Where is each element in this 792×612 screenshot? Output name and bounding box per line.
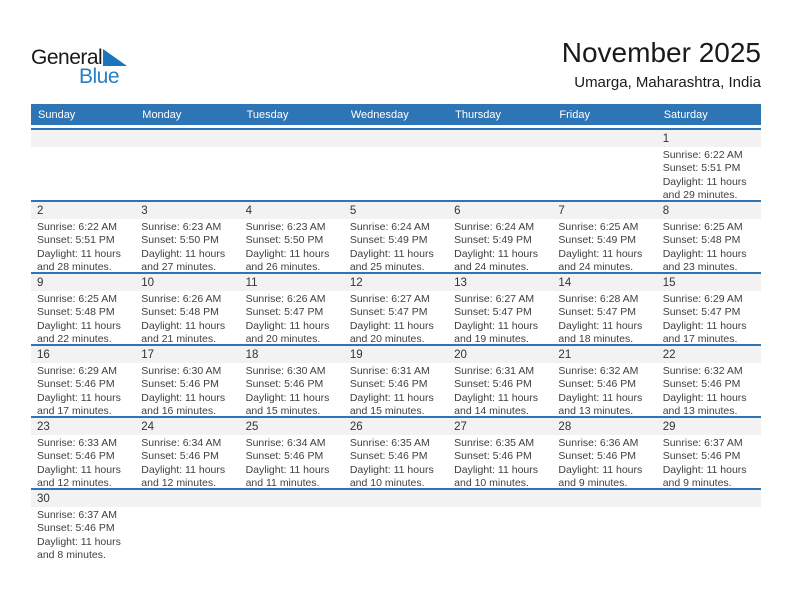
page-subtitle: Umarga, Maharashtra, India — [574, 74, 761, 92]
day-number: 29 — [662, 420, 676, 433]
day-info-daylight-line1: Daylight: 11 hours — [245, 463, 330, 476]
day-info-daylight-line1: Daylight: 11 hours — [454, 391, 538, 404]
empty-day-cell — [240, 130, 344, 200]
day-info — [31, 363, 135, 416]
day-info-daylight-line2: and 8 minutes. — [37, 549, 106, 560]
weekday-thursday: Thursday — [455, 108, 501, 121]
day-number-band — [552, 418, 656, 435]
day-info-daylight-line2: and 27 minutes. — [141, 261, 216, 272]
day-number: 16 — [37, 348, 50, 361]
day-info-daylight-line2: and 24 minutes. — [454, 261, 529, 272]
day-number-band — [344, 418, 448, 435]
day-number: 26 — [349, 420, 363, 433]
day-cell — [31, 418, 135, 488]
day-number: 27 — [454, 420, 467, 433]
day-number-band — [240, 274, 344, 291]
day-info — [31, 219, 135, 272]
day-info-sunrise: Sunrise: 6:32 AM — [558, 365, 639, 377]
day-info-sunset: Sunset: 5:51 PM — [37, 234, 115, 247]
day-number: 1 — [662, 132, 670, 145]
day-number-band — [31, 130, 135, 147]
day-info-daylight-line1: Daylight: 11 hours — [558, 319, 643, 332]
empty-day-cell — [448, 490, 552, 560]
day-info-daylight-line2: and 10 minutes. — [349, 477, 425, 488]
weekday-monday: Monday — [142, 108, 182, 121]
day-number-band — [448, 274, 552, 291]
day-info-sunrise: Sunrise: 6:35 AM — [454, 437, 535, 449]
day-cell — [448, 418, 552, 488]
day-number-band — [31, 346, 135, 363]
day-info — [240, 435, 344, 488]
day-info-sunset: Sunset: 5:46 PM — [349, 450, 428, 463]
day-info-sunrise: Sunrise: 6:22 AM — [662, 149, 743, 161]
day-info-sunrise: Sunrise: 6:36 AM — [558, 437, 639, 449]
empty-day-cell — [344, 490, 448, 560]
day-number-band — [448, 130, 552, 147]
day-info — [344, 291, 448, 344]
day-number: 15 — [662, 276, 676, 289]
day-number: 11 — [245, 276, 258, 289]
day-info-daylight-line2: and 10 minutes. — [454, 477, 529, 488]
day-cell — [552, 274, 656, 344]
day-number-band — [344, 130, 448, 147]
day-info-sunset: Sunset: 5:49 PM — [454, 234, 532, 247]
day-info-daylight-line1: Daylight: 11 hours — [37, 391, 121, 404]
day-info-sunset: Sunset: 5:48 PM — [662, 234, 741, 247]
day-info-daylight-line1: Daylight: 11 hours — [141, 319, 226, 332]
day-info-sunset: Sunset: 5:47 PM — [245, 306, 324, 319]
day-info-daylight-line2: and 20 minutes. — [349, 333, 425, 344]
day-info — [657, 219, 761, 272]
day-info-daylight-line1: Daylight: 11 hours — [662, 463, 747, 476]
day-info-daylight-line1: Daylight: 11 hours — [245, 391, 330, 404]
day-info-daylight-line2: and 17 minutes. — [37, 405, 112, 416]
day-info-daylight-line2: and 28 minutes. — [37, 261, 112, 272]
day-info-daylight-line1: Daylight: 11 hours — [454, 463, 538, 476]
empty-day-cell — [344, 130, 448, 200]
day-number: 21 — [558, 348, 572, 361]
day-cell — [135, 418, 239, 488]
day-info-daylight-line2: and 18 minutes. — [558, 333, 634, 344]
day-info-daylight-line2: and 9 minutes. — [662, 477, 732, 488]
day-cell — [552, 346, 656, 416]
calendar-grid — [31, 128, 761, 560]
day-cell — [135, 202, 239, 272]
day-info-sunrise: Sunrise: 6:23 AM — [141, 221, 222, 233]
day-number: 17 — [141, 348, 155, 361]
day-number: 2 — [37, 204, 44, 217]
day-cell — [240, 418, 344, 488]
day-number: 23 — [37, 420, 50, 433]
day-info-sunset: Sunset: 5:46 PM — [558, 378, 637, 391]
day-info-daylight-line2: and 15 minutes. — [349, 405, 425, 416]
day-info-sunrise: Sunrise: 6:27 AM — [454, 293, 535, 305]
day-info — [552, 219, 656, 272]
day-number-band — [657, 418, 761, 435]
day-cell — [657, 418, 761, 488]
day-number-band — [240, 490, 344, 507]
day-number-band — [240, 130, 344, 147]
day-number: 19 — [349, 348, 363, 361]
day-info — [657, 291, 761, 344]
day-info-daylight-line1: Daylight: 11 hours — [141, 463, 226, 476]
empty-day-cell — [657, 490, 761, 560]
weekday-sunday: Sunday — [38, 108, 76, 121]
day-number-band — [448, 490, 552, 507]
day-number-band — [240, 418, 344, 435]
day-info-sunrise: Sunrise: 6:29 AM — [37, 365, 117, 377]
day-info-daylight-line2: and 15 minutes. — [245, 405, 321, 416]
day-info-sunrise: Sunrise: 6:31 AM — [454, 365, 535, 377]
day-cell — [344, 346, 448, 416]
day-info-sunset: Sunset: 5:46 PM — [349, 378, 428, 391]
day-info-daylight-line2: and 23 minutes. — [662, 261, 738, 272]
day-number: 14 — [558, 276, 572, 289]
day-cell — [552, 418, 656, 488]
day-info-daylight-line2: and 29 minutes. — [662, 189, 738, 200]
day-number: 7 — [558, 204, 565, 217]
empty-day-cell — [448, 130, 552, 200]
weekday-header-row — [31, 104, 761, 125]
day-number-band — [657, 202, 761, 219]
day-info-sunrise: Sunrise: 6:35 AM — [349, 437, 430, 449]
day-info-daylight-line2: and 26 minutes. — [245, 261, 321, 272]
day-info-daylight-line1: Daylight: 11 hours — [245, 319, 330, 332]
day-info-daylight-line2: and 20 minutes. — [245, 333, 321, 344]
day-info-sunrise: Sunrise: 6:25 AM — [37, 293, 117, 305]
day-number: 20 — [454, 348, 467, 361]
day-info-daylight-line2: and 11 minutes. — [245, 477, 320, 488]
page-title: November 2025 — [561, 37, 761, 68]
calendar-week-row — [31, 488, 761, 560]
day-info-daylight-line1: Daylight: 11 hours — [558, 463, 643, 476]
calendar-week-row — [31, 344, 761, 416]
day-number: 8 — [662, 204, 670, 217]
logo-text-blue: Blue — [79, 65, 120, 88]
day-number-band — [552, 202, 656, 219]
day-cell — [31, 346, 135, 416]
day-number-band — [448, 202, 552, 219]
day-info-daylight-line1: Daylight: 11 hours — [454, 247, 538, 260]
day-info-sunrise: Sunrise: 6:34 AM — [245, 437, 326, 449]
day-info — [552, 435, 656, 488]
day-cell — [448, 274, 552, 344]
day-number: 30 — [37, 492, 50, 505]
day-number-band — [135, 202, 239, 219]
day-info-daylight-line1: Daylight: 11 hours — [349, 463, 434, 476]
empty-day-cell — [552, 130, 656, 200]
day-info-sunset: Sunset: 5:48 PM — [141, 306, 219, 319]
day-info-sunset: Sunset: 5:47 PM — [454, 306, 532, 319]
empty-day-cell — [31, 130, 135, 200]
day-cell — [657, 130, 761, 200]
day-info-sunrise: Sunrise: 6:34 AM — [141, 437, 222, 449]
day-info-daylight-line1: Daylight: 11 hours — [37, 535, 121, 548]
calendar-week-row — [31, 416, 761, 488]
day-number: 3 — [141, 204, 148, 217]
general-blue-logo — [31, 47, 127, 87]
day-info-daylight-line1: Daylight: 11 hours — [662, 247, 747, 260]
weekday-wednesday: Wednesday — [350, 108, 409, 121]
day-info-sunrise: Sunrise: 6:32 AM — [662, 365, 743, 377]
day-number: 24 — [141, 420, 155, 433]
day-info-daylight-line2: and 21 minutes. — [141, 333, 216, 344]
page-header — [31, 38, 761, 100]
day-info-daylight-line2: and 12 minutes. — [37, 477, 112, 488]
day-info-daylight-line1: Daylight: 11 hours — [558, 247, 643, 260]
day-cell — [240, 346, 344, 416]
day-info-sunrise: Sunrise: 6:26 AM — [141, 293, 222, 305]
day-number: 18 — [245, 348, 259, 361]
day-info — [657, 435, 761, 488]
day-info-daylight-line2: and 25 minutes. — [349, 261, 425, 272]
day-info-sunset: Sunset: 5:48 PM — [37, 306, 115, 319]
day-info — [657, 363, 761, 416]
day-info — [448, 363, 552, 416]
day-info-sunset: Sunset: 5:46 PM — [245, 378, 324, 391]
day-number-band — [31, 274, 135, 291]
day-info-daylight-line1: Daylight: 11 hours — [662, 319, 747, 332]
day-info — [135, 219, 239, 272]
day-info-sunrise: Sunrise: 6:25 AM — [662, 221, 743, 233]
day-cell — [448, 202, 552, 272]
empty-day-cell — [240, 490, 344, 560]
calendar-week-row — [31, 200, 761, 272]
day-info-sunset: Sunset: 5:46 PM — [245, 450, 324, 463]
day-cell — [240, 202, 344, 272]
day-info-daylight-line2: and 13 minutes. — [558, 405, 634, 416]
day-info-sunrise: Sunrise: 6:33 AM — [37, 437, 117, 449]
day-number-band — [240, 202, 344, 219]
day-info-sunrise: Sunrise: 6:22 AM — [37, 221, 117, 233]
day-number-band — [552, 346, 656, 363]
day-cell — [31, 202, 135, 272]
day-info-sunset: Sunset: 5:51 PM — [662, 162, 741, 175]
day-info — [344, 219, 448, 272]
day-info-daylight-line1: Daylight: 11 hours — [349, 247, 434, 260]
day-number-band — [657, 490, 761, 507]
day-info-sunset: Sunset: 5:46 PM — [141, 378, 219, 391]
day-info-sunrise: Sunrise: 6:23 AM — [245, 221, 326, 233]
day-info-daylight-line2: and 19 minutes. — [454, 333, 529, 344]
day-number-band — [31, 418, 135, 435]
day-number-band — [552, 274, 656, 291]
day-info-sunset: Sunset: 5:46 PM — [141, 450, 219, 463]
day-info-sunset: Sunset: 5:49 PM — [558, 234, 637, 247]
day-info-sunset: Sunset: 5:46 PM — [37, 450, 115, 463]
day-info-daylight-line1: Daylight: 11 hours — [37, 247, 121, 260]
day-info-daylight-line1: Daylight: 11 hours — [37, 319, 121, 332]
day-number: 22 — [662, 348, 676, 361]
day-info-daylight-line1: Daylight: 11 hours — [349, 319, 434, 332]
day-info — [135, 363, 239, 416]
day-info — [31, 435, 135, 488]
day-info-sunset: Sunset: 5:46 PM — [454, 450, 532, 463]
day-info-daylight-line2: and 14 minutes. — [454, 405, 529, 416]
title-block — [562, 38, 761, 91]
day-cell — [344, 274, 448, 344]
day-number-band — [552, 130, 656, 147]
day-number-band — [344, 202, 448, 219]
day-info-daylight-line1: Daylight: 11 hours — [245, 247, 330, 260]
day-number: 13 — [454, 276, 467, 289]
day-number: 10 — [141, 276, 155, 289]
day-number: 12 — [349, 276, 363, 289]
day-info-daylight-line2: and 22 minutes. — [37, 333, 112, 344]
day-info-sunset: Sunset: 5:47 PM — [662, 306, 741, 319]
day-number-band — [135, 130, 239, 147]
day-number-band — [552, 490, 656, 507]
day-info-sunrise: Sunrise: 6:27 AM — [349, 293, 430, 305]
day-info-sunrise: Sunrise: 6:37 AM — [37, 509, 117, 521]
day-number: 28 — [558, 420, 572, 433]
day-info-sunrise: Sunrise: 6:37 AM — [662, 437, 743, 449]
day-info — [240, 291, 344, 344]
day-cell — [344, 202, 448, 272]
day-cell — [135, 346, 239, 416]
day-cell — [552, 202, 656, 272]
day-cell — [657, 202, 761, 272]
day-info-sunset: Sunset: 5:47 PM — [349, 306, 428, 319]
calendar-week-row — [31, 128, 761, 200]
day-info-daylight-line1: Daylight: 11 hours — [141, 391, 226, 404]
day-info-daylight-line2: and 9 minutes. — [558, 477, 628, 488]
empty-day-cell — [552, 490, 656, 560]
weekday-friday: Friday — [559, 108, 590, 121]
day-info-sunset: Sunset: 5:46 PM — [454, 378, 532, 391]
day-cell — [448, 346, 552, 416]
day-number-band — [31, 490, 135, 507]
day-info-daylight-line1: Daylight: 11 hours — [37, 463, 121, 476]
day-info — [344, 435, 448, 488]
day-info — [31, 507, 135, 560]
day-info-daylight-line1: Daylight: 11 hours — [662, 391, 747, 404]
day-number: 25 — [245, 420, 259, 433]
day-info-sunset: Sunset: 5:46 PM — [37, 522, 115, 535]
day-info — [135, 435, 239, 488]
day-number: 5 — [349, 204, 357, 217]
day-number-band — [657, 274, 761, 291]
empty-day-cell — [135, 490, 239, 560]
day-number-band — [135, 346, 239, 363]
day-number: 6 — [454, 204, 461, 217]
day-info-daylight-line2: and 12 minutes. — [141, 477, 216, 488]
day-number-band — [448, 346, 552, 363]
day-info-sunset: Sunset: 5:46 PM — [37, 378, 115, 391]
day-info-sunset: Sunset: 5:47 PM — [558, 306, 637, 319]
day-cell — [344, 418, 448, 488]
day-cell — [31, 274, 135, 344]
day-info-sunset: Sunset: 5:50 PM — [141, 234, 219, 247]
day-cell — [31, 490, 135, 560]
weekday-saturday: Saturday — [663, 108, 708, 121]
day-info — [448, 291, 552, 344]
day-number: 4 — [245, 204, 252, 217]
day-cell — [240, 274, 344, 344]
logo-text-general: General — [31, 46, 103, 69]
day-info-sunrise: Sunrise: 6:30 AM — [141, 365, 222, 377]
day-info-sunset: Sunset: 5:50 PM — [245, 234, 324, 247]
day-info-sunset: Sunset: 5:46 PM — [558, 450, 637, 463]
day-number: 9 — [37, 276, 44, 289]
day-info — [240, 363, 344, 416]
day-number-band — [135, 490, 239, 507]
day-info — [448, 219, 552, 272]
day-info-daylight-line2: and 24 minutes. — [558, 261, 634, 272]
day-number-band — [657, 130, 761, 147]
day-info-sunrise: Sunrise: 6:31 AM — [349, 365, 430, 377]
day-number-band — [240, 346, 344, 363]
day-info-sunset: Sunset: 5:46 PM — [662, 378, 741, 391]
day-info — [344, 363, 448, 416]
day-info-sunrise: Sunrise: 6:30 AM — [245, 365, 326, 377]
day-number-band — [135, 274, 239, 291]
day-info — [31, 291, 135, 344]
weekday-tuesday: Tuesday — [246, 108, 289, 121]
day-info-daylight-line1: Daylight: 11 hours — [349, 391, 434, 404]
day-info — [135, 291, 239, 344]
day-info-sunrise: Sunrise: 6:29 AM — [662, 293, 743, 305]
day-info — [552, 291, 656, 344]
day-info — [240, 219, 344, 272]
day-number-band — [344, 346, 448, 363]
empty-day-cell — [135, 130, 239, 200]
day-info-sunrise: Sunrise: 6:26 AM — [245, 293, 326, 305]
day-number-band — [448, 418, 552, 435]
day-info-daylight-line2: and 13 minutes. — [662, 405, 738, 416]
calendar-week-row — [31, 272, 761, 344]
day-cell — [657, 346, 761, 416]
day-info — [552, 363, 656, 416]
day-info-sunrise: Sunrise: 6:25 AM — [558, 221, 639, 233]
day-cell — [135, 274, 239, 344]
day-info-sunset: Sunset: 5:49 PM — [349, 234, 428, 247]
day-info-daylight-line2: and 17 minutes. — [662, 333, 738, 344]
day-info-daylight-line1: Daylight: 11 hours — [662, 175, 747, 188]
day-number-band — [31, 202, 135, 219]
day-info-sunrise: Sunrise: 6:28 AM — [558, 293, 639, 305]
day-info-daylight-line1: Daylight: 11 hours — [454, 319, 538, 332]
day-info — [657, 147, 761, 200]
day-number-band — [344, 490, 448, 507]
day-info-sunset: Sunset: 5:46 PM — [662, 450, 741, 463]
day-number-band — [344, 274, 448, 291]
day-info-sunrise: Sunrise: 6:24 AM — [349, 221, 430, 233]
day-info-daylight-line2: and 16 minutes. — [141, 405, 216, 416]
day-info-daylight-line1: Daylight: 11 hours — [141, 247, 226, 260]
day-info-sunrise: Sunrise: 6:24 AM — [454, 221, 535, 233]
day-number-band — [135, 418, 239, 435]
day-info-daylight-line1: Daylight: 11 hours — [558, 391, 643, 404]
day-info — [448, 435, 552, 488]
day-cell — [657, 274, 761, 344]
day-number-band — [657, 346, 761, 363]
